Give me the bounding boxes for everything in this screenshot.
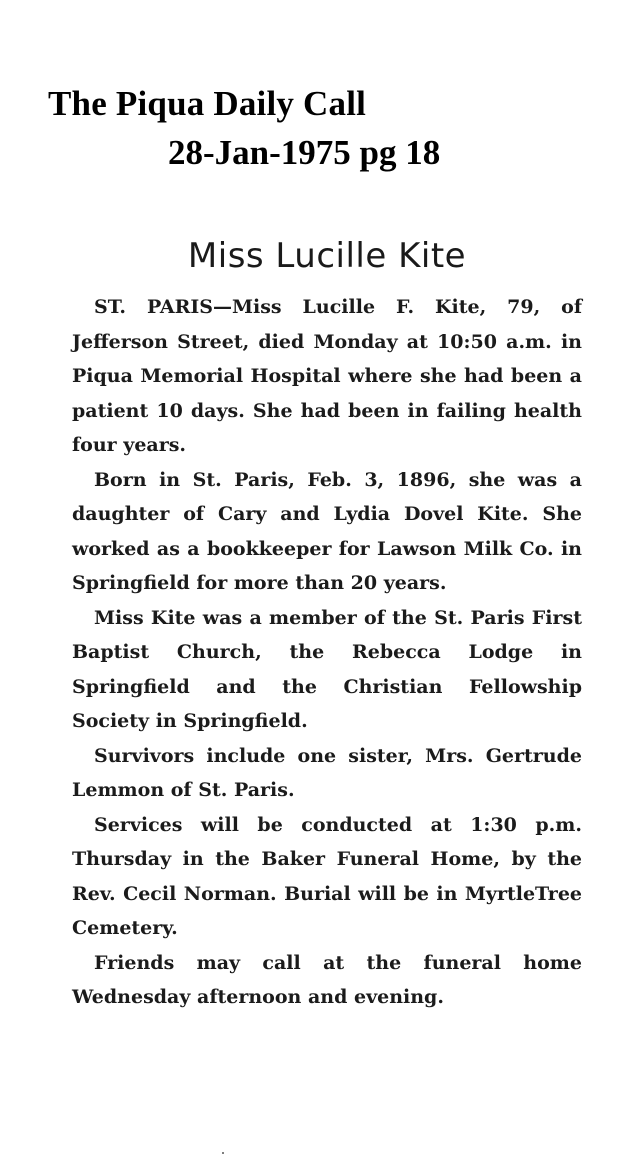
paragraph-survivors: Survivors include one sister, Mrs. Gertrude Lemmon of St. Paris. [72,744,582,801]
paragraph-services: Services will be conducted at 1:30 p.m. Thursday in the Baker Funeral Home, by the Rev. Cecil Norman. Burial will be in MyrtleTree Cemetery. [72,813,582,939]
paragraph-memberships: Miss Kite was a member of the St. Paris First Baptist Church, the Rebecca Lodge in Springfield and the Christian Fellowship Society in Springfield. [72,606,582,732]
obituary-headline: Miss Lucille Kite [187,236,467,276]
paragraph-visitation: Friends may call at the funeral home Wednesday afternoon and evening. [72,951,582,1008]
newspaper-clipping [62,230,592,1150]
clipping-source-header [0,0,624,200]
obituary-body [62,290,592,1015]
publication-name: The Piqua Daily Call [48,84,367,123]
scan-speck [222,1152,224,1154]
paragraph-death-notice: ST. PARIS—Miss Lucille F. Kite, 79, of Jefferson Street, died Monday at 10:50 a.m. in Piqua Memorial Hospital where she had been a patient 10 days. She had been in failing health four years. [72,296,582,456]
publication-date-page: 28-Jan-1975 pg 18 [168,133,441,172]
paragraph-biography: Born in St. Paris, Feb. 3, 1896, she was a daughter of Cary and Lydia Dovel Kite. She worked as a bookkeeper for Lawson Milk Co. in Springfield for more than 20 years. [72,468,582,594]
